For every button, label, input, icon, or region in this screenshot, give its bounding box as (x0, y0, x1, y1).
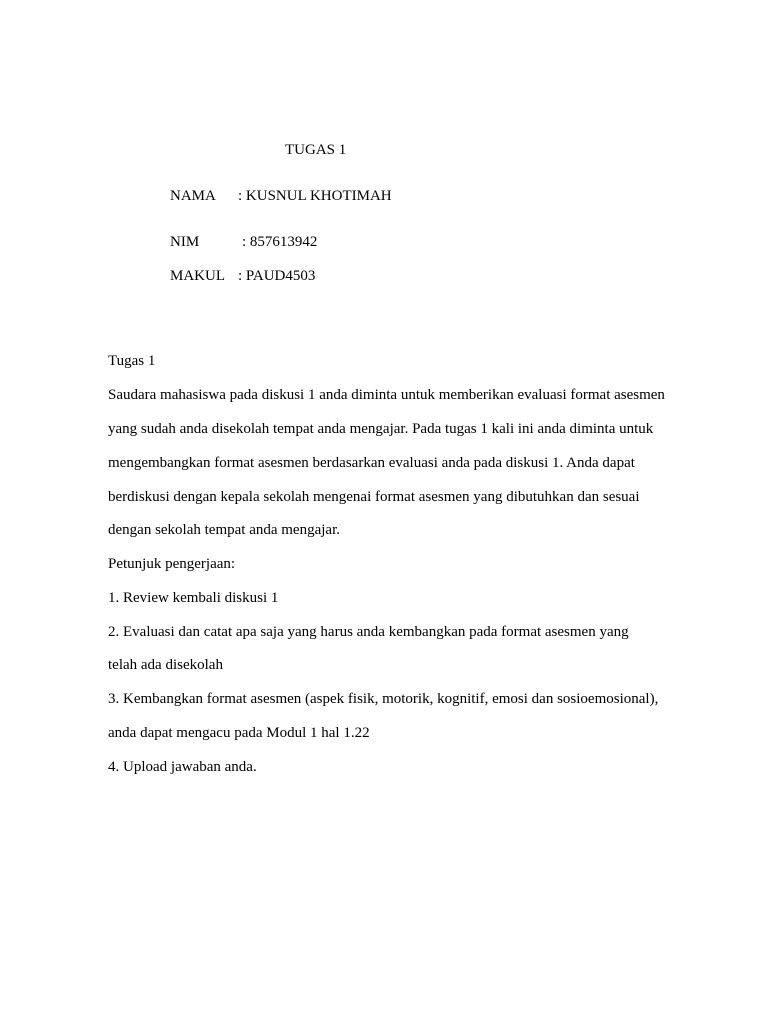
nim-value: : 857613942 (242, 234, 318, 250)
instruction-line: telah ada disekolah (108, 657, 223, 673)
identity-row-nim (170, 233, 317, 251)
nim-label: NIM (170, 234, 200, 250)
paragraph-line: mengembangkan format asesmen berdasarkan evaluasi anda pada diskusi 1. Anda dapat (108, 455, 635, 471)
section-heading: Tugas 1 (108, 353, 156, 369)
nama-label: NAMA (170, 188, 216, 204)
instruction-line: 2. Evaluasi dan catat apa saja yang harus anda kembangkan pada format asesmen yang (108, 624, 629, 640)
paragraph-line: Saudara mahasiswa pada diskusi 1 anda diminta untuk memberikan evaluasi format asesmen (108, 387, 665, 403)
instructions-heading: Petunjuk pengerjaan: (108, 556, 236, 572)
makul-value: : PAUD4503 (238, 268, 316, 284)
paragraph-line: dengan sekolah tempat anda mengajar. (108, 522, 340, 538)
instruction-line: 1. Review kembali diskusi 1 (108, 590, 279, 606)
instruction-line: anda dapat mengacu pada Modul 1 hal 1.22 (108, 725, 370, 741)
instruction-line: 4. Upload jawaban anda. (108, 759, 257, 775)
paragraph-line: berdiskusi dengan kepala sekolah mengenai format asesmen yang dibutuhkan dan sesuai (108, 489, 640, 505)
paragraph-line: yang sudah anda disekolah tempat anda mengajar. Pada tugas 1 kali ini anda diminta untuk (108, 421, 654, 437)
instruction-line: 3. Kembangkan format asesmen (aspek fisik, motorik, kognitif, emosi dan sosioemosional), (108, 691, 659, 707)
identity-row-nama (170, 187, 392, 205)
makul-label: MAKUL (170, 268, 225, 284)
nama-value: : KUSNUL KHOTIMAH (238, 188, 392, 204)
identity-row-makul (170, 267, 315, 285)
document-title: TUGAS 1 (285, 142, 347, 158)
